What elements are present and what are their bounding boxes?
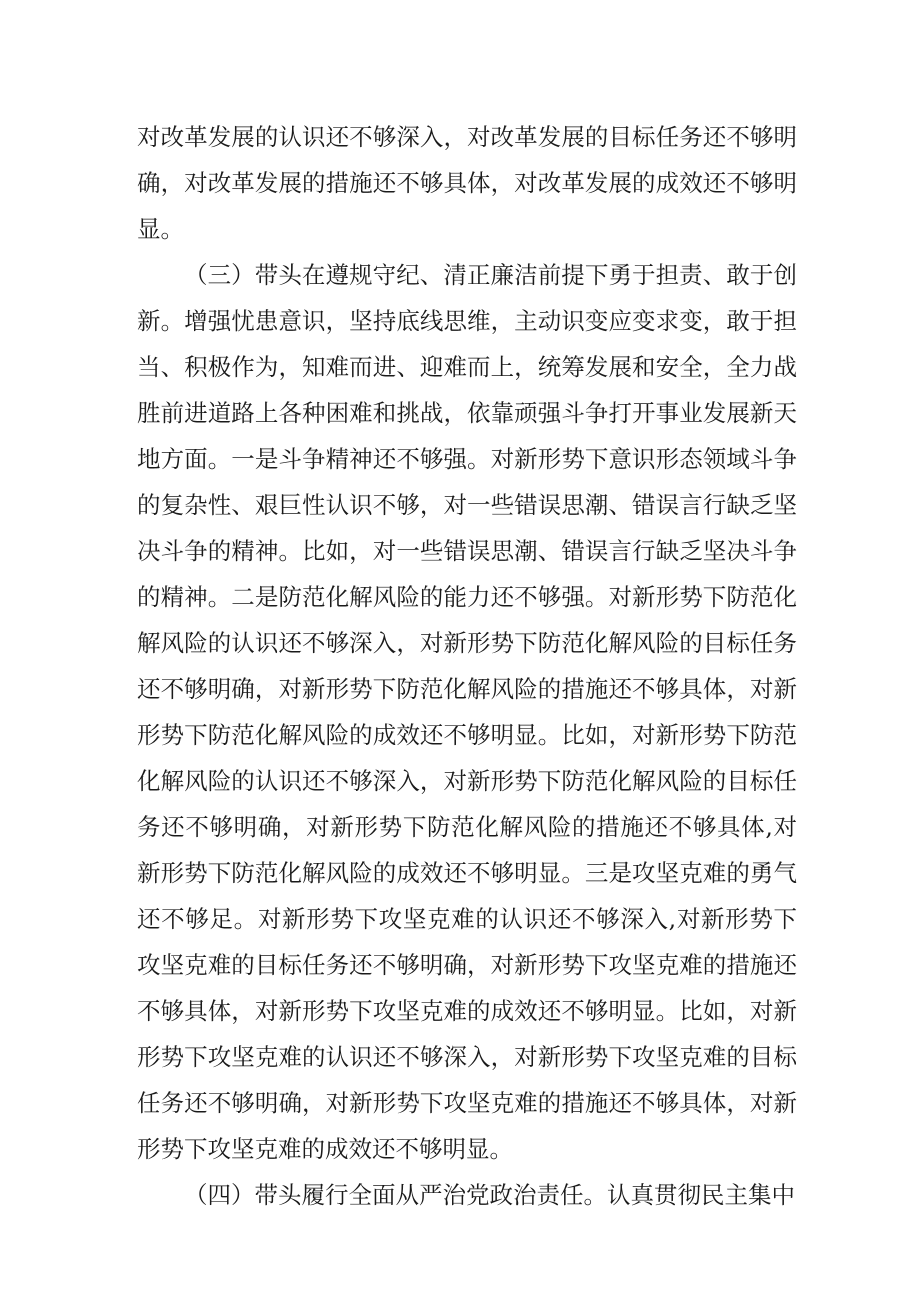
document-body	[137, 114, 797, 1218]
paragraph-section-four: （四）带头履行全面从严治党政治责任。认真贯彻民主集中	[184, 1181, 795, 1209]
paragraph-section-three: （三）带头在遵规守纪、清正廉洁前提下勇于担责、敢于创新。增强忧患意识，坚持底线思维，主动识变应变求变，敢于担当、积极作为，知难而进、迎难而上，统筹发展和安全，全力战胜前进道路上各种困难和挑战，依靠顽强斗争打开事业发展新天地方面。一是斗争精神还不够强。对新形势下意识形态领域斗争的复杂性、艰巨性认识不够，对一些错误思潮、错误言行缺乏坚决斗争的精神。比如，对一些错误思潮、错误言行缺乏坚决斗争的精神。二是防范化解风险的能力还不够强。对新形势下防范化解风险的认识还不够深入，对新形势下防范化解风险的目标任务还不够明确，对新形势下防范化解风险的措施还不够具体，对新形势下防范化解风险的成效还不够明显。比如，对新形势下防范化解风险的认识还不够深入，对新形势下防范化解风险的目标任务还不够明确，对新形势下防范化解风险的措施还不够具体,对新形势下防范化解风险的成效还不够明显。三是攻坚克难的勇气还不够足。对新形势下攻坚克难的认识还不够深入,对新形势下攻坚克难的目标任务还不够明确，对新形势下攻坚克难的措施还不够具体，对新形势下攻坚克难的成效还不够明显。比如，对新形势下攻坚克难的认识还不够深入，对新形势下攻坚克难的目标任务还不够明确，对新形势下攻坚克难的措施还不够具体，对新形势下攻坚克难的成效还不够明显。	[137, 261, 797, 1163]
paragraph-continuation: 对改革发展的认识还不够深入，对改革发展的目标任务还不够明确，对改革发展的措施还不够具体，对改革发展的成效还不够明显。	[137, 123, 797, 243]
